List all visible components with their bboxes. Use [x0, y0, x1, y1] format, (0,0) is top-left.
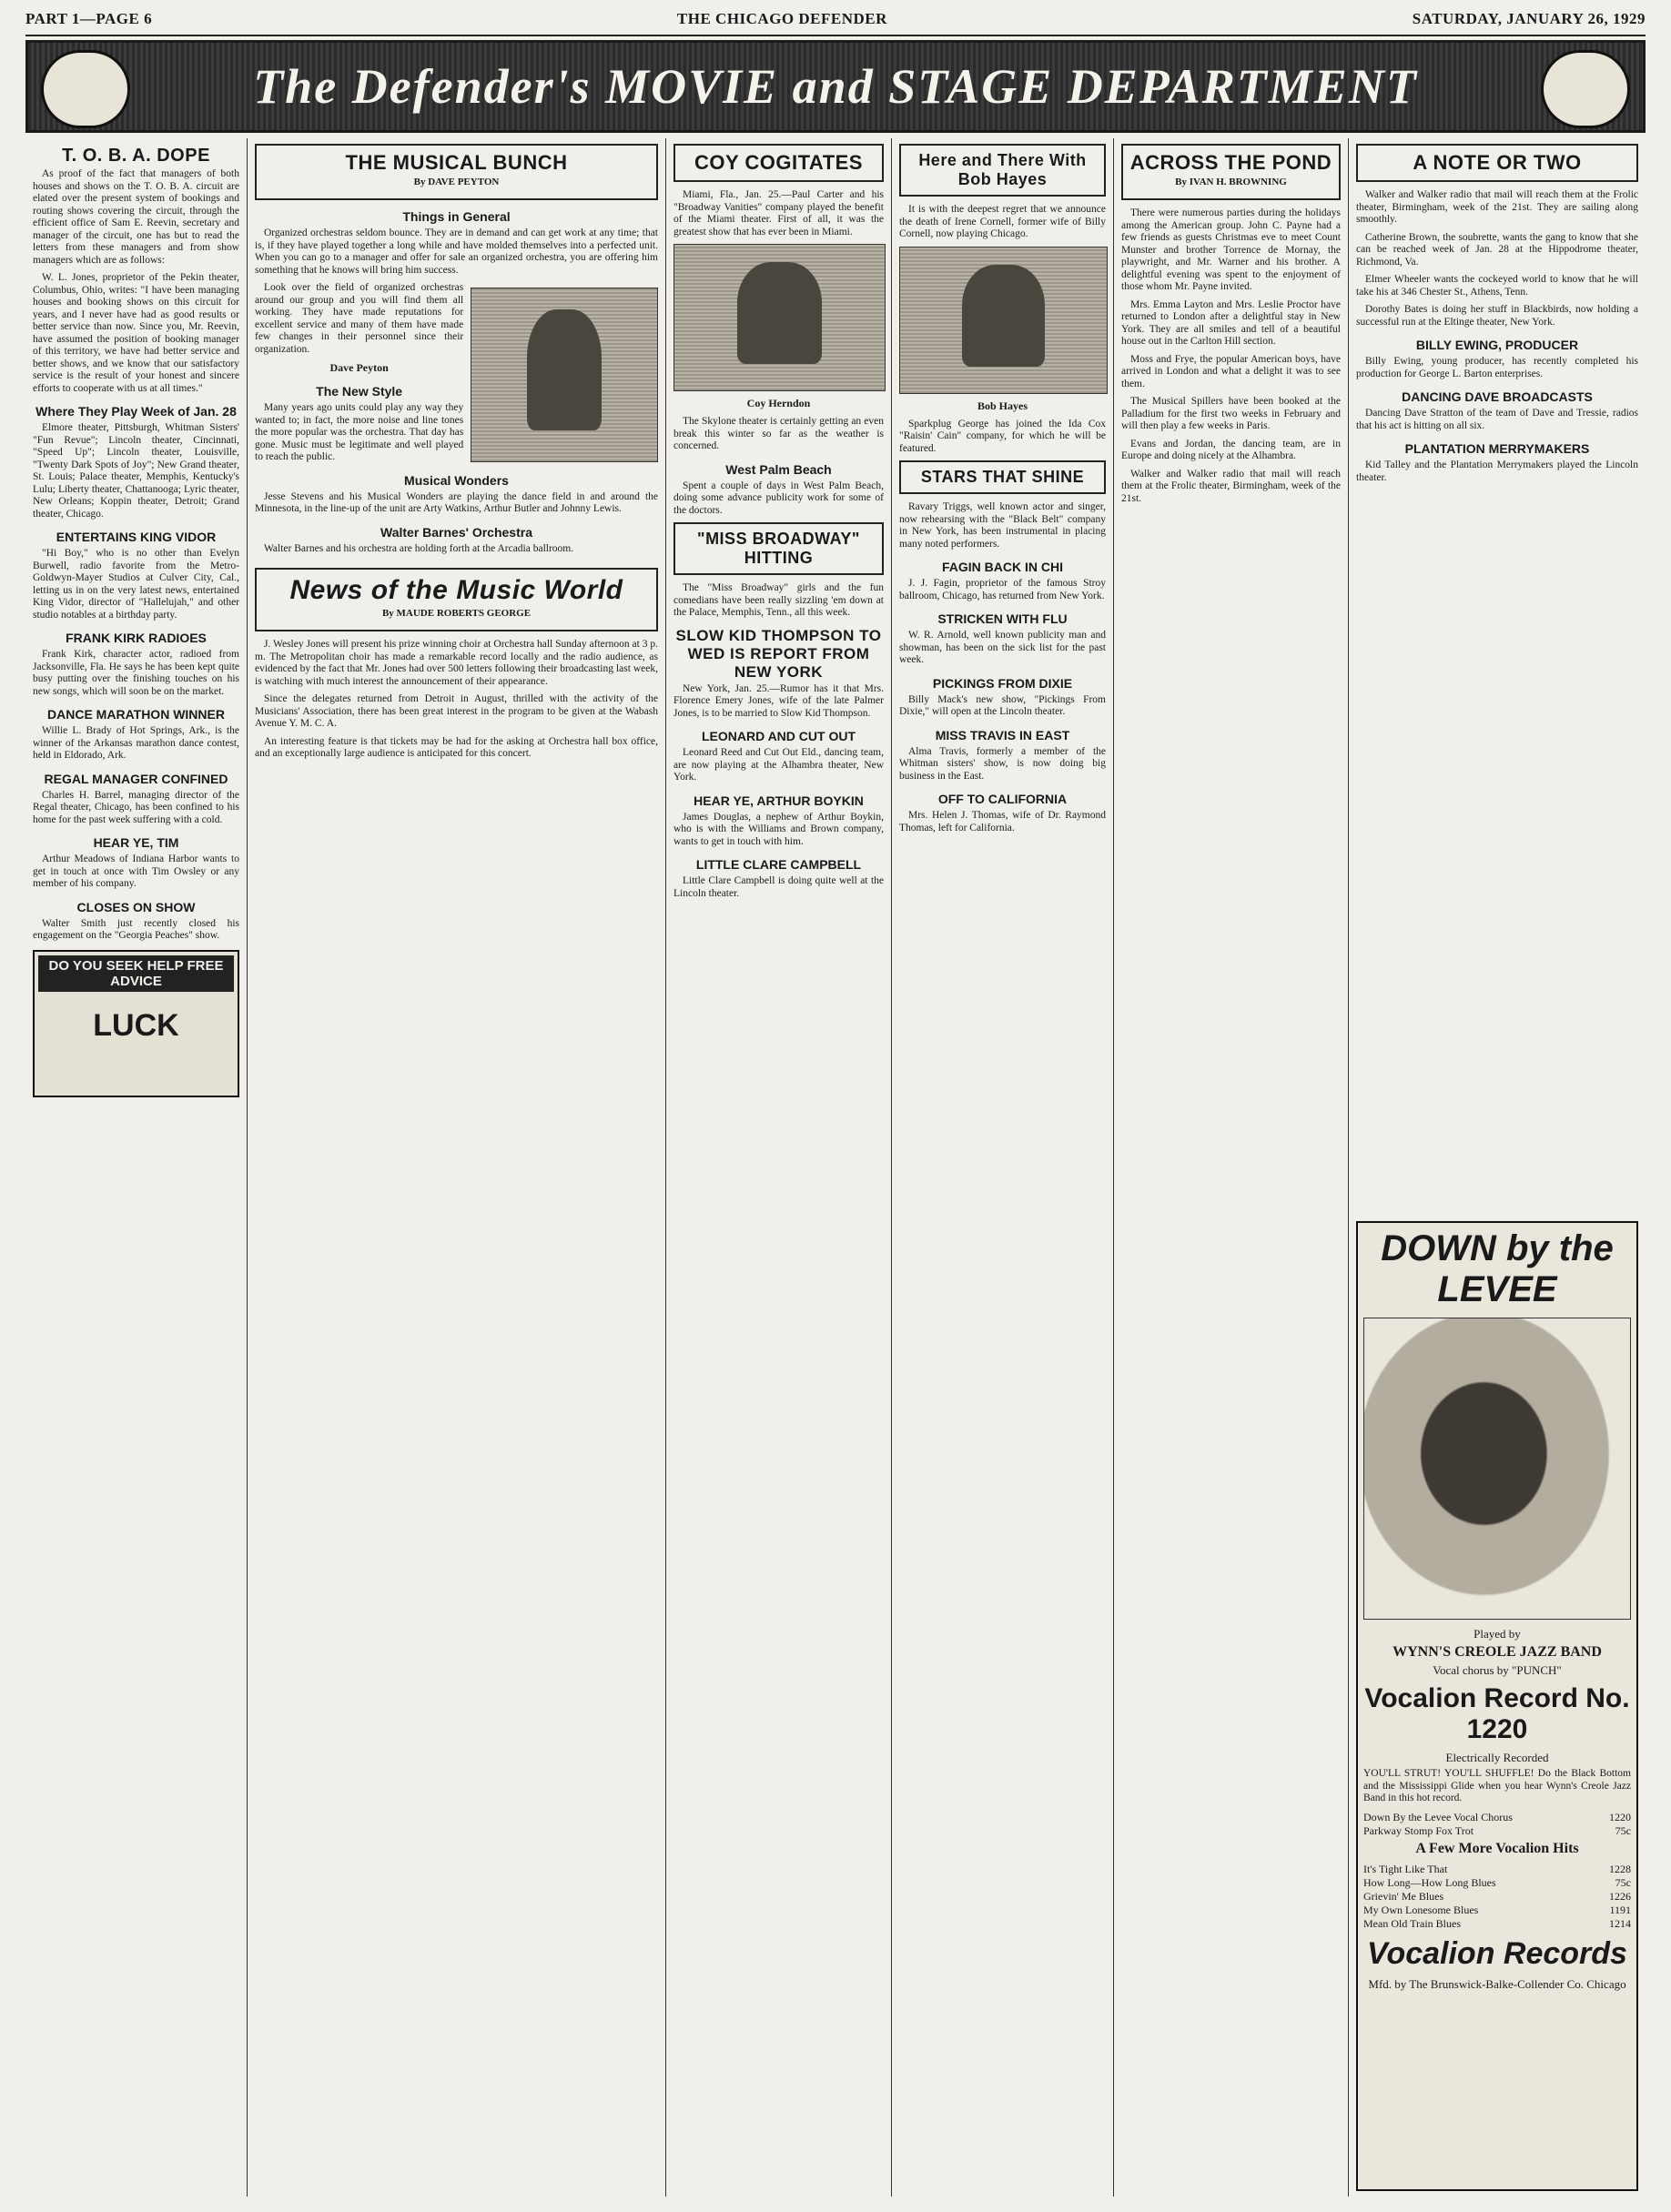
musical-bunch-header: [255, 144, 658, 200]
headline-plantation: PLANTATION MERRYMAKERS: [1404, 441, 1590, 456]
article-text: Frank Kirk, character actor, radioed from Jacksonville, Fla. He says he has been kept quite busy putting over the finishing touches on his new songs, which will soon be on the market.: [33, 649, 239, 697]
article-text: Leonard Reed and Cut Out Eld., dancing team, are now playing at the Alhambra theater, New York.: [673, 747, 884, 783]
ad-blurb: YOU'LL STRUT! YOU'LL SHUFFLE! Do the Black Bottom and the Mississippi Glide when you hear Wynn's Creole Jazz Band in this hot record.: [1363, 1768, 1631, 1803]
article-text: James Douglas, a nephew of Arthur Boykin, who is with the Williams and Brown company, wants to get in touch with him.: [673, 811, 884, 847]
ad-headline: DO YOU SEEK HELP FREE ADVICE: [38, 955, 234, 992]
ad-played-by: Played by: [1474, 1627, 1521, 1641]
article-text: Mrs. Helen J. Thomas, wife of Dr. Raymond Thomas, left for California.: [899, 810, 1106, 833]
article-text: An interesting feature is that tickets may be had for the asking at Orchestra hall box office, and an exceptionally large audience is anticipated for this concert.: [255, 735, 658, 759]
article-text: "Hi Boy," who is no other than Evelyn Burwell, radio favorite from the Metro-Goldwyn-Mayer Studios at Culver City, Cal., letting us in on the very latest news, entertained King Vidor, director of "Hallelujah," and other studio notables at a birthday party.: [33, 548, 239, 621]
headline-dixie: PICKINGS FROM DIXIE: [932, 675, 1073, 691]
ad-hit-list: [1363, 1863, 1631, 1931]
ad-hit-row: [1363, 1917, 1631, 1931]
column-4: [892, 138, 1114, 2197]
miss-broadway-header: [673, 522, 884, 575]
article-text: As proof of the fact that managers of both houses and shows on the T. O. B. A. circuit are elated over the present system of bookings and routing shows covering the circuit, through the efficient office of Sam E. Reevin, secretary and manager of the circuit, one has but to read the letters from these managers and from show managers which are as follows:: [33, 168, 239, 266]
hit-number: 1191: [1609, 1903, 1631, 1916]
ad-feature-row: [1363, 1811, 1631, 1824]
article-text: Sparkplug George has joined the Ida Cox "Raisin' Cain" company, for which he will be featured.: [899, 418, 1106, 454]
ad-feature-title: Down By the Levee Vocal Chorus: [1363, 1810, 1513, 1823]
article-text: Catherine Brown, the soubrette, wants the gang to know that she can be reached week of Jan. 28 at the Hippodrome theater, Richmond, Va.: [1356, 231, 1638, 268]
article-text: Walker and Walker radio that mail will reach them at the Frolic theater, Birmingham, week of the 21st.: [1121, 468, 1341, 504]
ad-vocal: Vocal chorus by "PUNCH": [1433, 1663, 1562, 1677]
article-text: Arthur Meadows of Indiana Harbor wants to get in touch at once with Tim Owsley or any member of his company.: [33, 853, 239, 889]
article-text: Organized orchestras seldom bounce. They are in demand and can get work at any time; that is, if they have played together a long while and have molded themselves into a perfected unit. When you can go to a manager and offer for sale an organized orchestra, you are offering him something that he knows will bring him success.: [255, 227, 658, 276]
ad-band: WYNN'S CREOLE JAZZ BAND: [1392, 1644, 1602, 1660]
article-text: Miami, Fla., Jan. 25.—Paul Carter and his "Broadway Vanities" company played the benefit of the Miami theater. First of all, it was the greatest show that has ever been in Miami.: [673, 189, 884, 237]
hit-title: How Long—How Long Blues: [1363, 1875, 1496, 1889]
photo-caption: Dave Peyton: [329, 361, 389, 374]
article-text: The Musical Spillers have been booked at the Palladium for the first two weeks in February and will then play a few weeks in Paris.: [1121, 396, 1341, 431]
headline-king-vidor: ENTERTAINS KING VIDOR: [56, 530, 217, 544]
ad-feature-number: 75c: [1615, 1823, 1631, 1837]
headline-toba-dope: T. O. B. A. DOPE: [62, 146, 210, 166]
headline-frank-kirk: FRANK KIRK RADIOES: [66, 631, 207, 645]
article-text: Elmore theater, Pittsburgh, Whitman Sisters' "Fun Revue"; Lincoln theater, Cincinnati, "Speed Up"; Lincoln theater, Louisville, "Twenty Dark Spots of Joy"; New Grand theater, St. Louis; Palace theater, Memphis, Kentucky's Lulu; Liberty theater, Chattanooga; Lyric theater, New Orleans; Koppin theater, Detroit; Grand theater, Chicago.: [33, 422, 239, 520]
ad-hit-row: [1363, 1876, 1631, 1890]
page-number: PART 1—PAGE 6: [25, 10, 153, 27]
hit-title: Grievin' Me Blues: [1363, 1889, 1444, 1903]
article-text: J. Wesley Jones will present his prize winning choir at Orchestra hall Sunday afternoon at 3 p. m. The Metropolitan choir has made a remarkable record locally and the radio audience, as evidenced by the fact that Mr. Jones had over 500 letters following their broadcasting last week, is watching with much interest the announcement of their appearance.: [255, 639, 658, 687]
byline: By IVAN H. BROWNING: [1175, 177, 1287, 187]
bob-hayes-header: [899, 144, 1106, 197]
ad-feature-number: 1220: [1609, 1810, 1631, 1823]
portrait-photo: [673, 244, 886, 391]
vocalion-advertisement: [1356, 1221, 1638, 2191]
ad-feature-list: [1363, 1811, 1631, 1838]
headline-music-world: News of the Music World: [289, 575, 623, 605]
column-6: [1349, 138, 1646, 2197]
ad-luck-word: LUCK: [93, 1007, 179, 1043]
subhead-walter-barnes: Walter Barnes' Orchestra: [380, 524, 532, 540]
article-text: Charles H. Barrel, managing director of the Regal theater, Chicago, has been confined to his home for the past week suffering with a cold.: [33, 789, 239, 825]
article-text: Walter Barnes and his orchestra are holding forth at the Arcadia ballroom.: [264, 542, 574, 554]
headline-regal-manager: REGAL MANAGER CONFINED: [44, 771, 228, 786]
ad-electric: Electrically Recorded: [1445, 1751, 1549, 1764]
headline-leonard: LEONARD AND CUT OUT: [701, 729, 856, 743]
section-banner: [25, 40, 1646, 133]
ad-brand: Vocalion Records: [1367, 1935, 1627, 1971]
headline-musical-bunch: THE MUSICAL BUNCH: [345, 151, 568, 174]
hit-title: It's Tight Like That: [1363, 1862, 1448, 1875]
headline-note-or-two: A NOTE OR TWO: [1413, 151, 1582, 174]
article-text: Moss and Frye, the popular American boys, have arrived in London and what a delight it was to see them.: [1121, 353, 1341, 389]
article-text: Walker and Walker radio that mail will reach them at the Frolic theater, Birmingham, week of the 21st. They are sailing along smoothly.: [1356, 189, 1638, 225]
advice-advertisement: [33, 950, 239, 1097]
article-text: It is with the deepest regret that we announce the death of Irene Cornell, former wife of Billy Cornell, now playing Chicago.: [899, 204, 1106, 239]
hit-number: 1226: [1609, 1889, 1631, 1903]
hit-title: My Own Lonesome Blues: [1363, 1903, 1479, 1916]
article-text: Elmer Wheeler wants the cockeyed world to know that he will take his at 346 Chester St., Athens, Tenn.: [1356, 274, 1638, 298]
column-5: [1114, 138, 1349, 2197]
headline-stars-that-shine: STARS THAT SHINE: [920, 468, 1085, 486]
ad-maker: Mfd. by The Brunswick-Balke-Collender Co. Chicago: [1368, 1976, 1626, 1991]
headline-dance-marathon: DANCE MARATHON WINNER: [47, 707, 225, 722]
page-header: [25, 5, 1646, 33]
headline-slow-kid-thompson: SLOW KID THOMPSON TO WED IS REPORT FROM NEW YORK: [675, 626, 882, 681]
article-text: Dancing Dave Stratton of the team of Dave and Tressie, radios that his act is hitting on all six.: [1356, 408, 1638, 431]
columns: [25, 138, 1646, 2197]
headline-fagin: FAGIN BACK IN CHI: [942, 560, 1063, 574]
headline-dancing-dave: DANCING DAVE BROADCASTS: [1402, 389, 1593, 404]
ad-more-hits: A Few More Vocalion Hits: [1415, 1840, 1579, 1856]
article-text: Billy Ewing, young producer, has recently completed his production for George L. Barton enterprises.: [1356, 356, 1638, 379]
headline-billy-ewing: BILLY EWING, PRODUCER: [1415, 338, 1579, 352]
hit-number: 75c: [1615, 1875, 1631, 1889]
photo-caption: Coy Herndon: [746, 397, 811, 409]
headline-closes-on-show: CLOSES ON SHOW: [76, 899, 196, 914]
article-text: Kid Talley and the Plantation Merrymakers played the Lincoln theater.: [1356, 460, 1638, 483]
article-text: New York, Jan. 25.—Rumor has it that Mrs. Florence Emery Jones, wife of the late Palmer Jones, is to be married to Slow Kid Thompson.: [673, 682, 884, 719]
byline: By MAUDE ROBERTS GEORGE: [381, 608, 532, 619]
headline-miss-broadway: "MISS BROADWAY" HITTING: [697, 530, 860, 567]
article-text: The Skylone theater is certainly getting an even break this winter so far as the weather is concerned.: [673, 416, 884, 451]
article-text: J. J. Fagin, proprietor of the famous Stroy ballroom, Chicago, has returned from New York.: [899, 578, 1106, 601]
header-rule: [25, 35, 1646, 36]
headline-flu: STRICKEN WITH FLU: [937, 611, 1068, 626]
article-text: Spent a couple of days in West Palm Beach, doing some advance publicity work for some of the doctors.: [673, 480, 884, 516]
article-text: Mrs. Emma Layton and Mrs. Leslie Proctor have returned to London after a delightful stay in New York. They are all smiles and tell of a beautiful house out in the Carlton Hill section.: [1121, 298, 1341, 347]
banner-title: The Defender's MOVIE and STAGE DEPARTMENT: [253, 59, 1418, 114]
ad-hit-row: [1363, 1863, 1631, 1876]
article-text: The "Miss Broadway" girls and the fun comedians have been really sizzling 'em down at the Palace, Memphis, Tenn., all this week.: [673, 582, 884, 618]
newspaper-name: THE CHICAGO DEFENDER: [676, 10, 887, 27]
headline-hear-ye-tim: HEAR YE, TIM: [93, 835, 179, 850]
article-text: Dorothy Bates is doing her stuff in Blackbirds, now holding a successful run at the Eltinge theater, New York.: [1356, 304, 1638, 328]
article-text: Walter Smith just recently closed his engagement on the "Georgia Peaches" show.: [33, 917, 239, 941]
ad-record-label: Vocalion Record No. 1220: [1364, 1683, 1630, 1744]
stars-header: [899, 460, 1106, 494]
subhead-new-style: The New Style: [316, 384, 403, 399]
byline: By DAVE PEYTON: [413, 177, 500, 187]
headline-coy-cogitates: COY COGITATES: [694, 151, 863, 174]
article-text: Ravary Triggs, well known actor and singer, now rehearsing with the "Black Belt" company in New York, has been instrumental in placing many noted performers.: [899, 501, 1106, 550]
subhead-where-they-play: Where They Play Week of Jan. 28: [35, 404, 237, 419]
article-text: Willie L. Brady of Hot Springs, Ark., is the winner of the Arkansas marathon dance contest, held in Eldorado, Ark.: [33, 725, 239, 761]
music-world-header: [255, 568, 658, 631]
subhead-musical-wonders: Musical Wonders: [404, 472, 509, 488]
ad-headline: DOWN by the LEVEE: [1381, 1228, 1614, 1309]
note-or-two-header: [1356, 144, 1638, 182]
headline-california: OFF TO CALIFORNIA: [937, 792, 1068, 806]
article-text: Jesse Stevens and his Musical Wonders are playing the dance field in and around the Minnesota, in the line-up of the unit are Arty Watkins, Arthur Butler and Johnny Lewis.: [255, 490, 658, 514]
comedy-mask-icon: [41, 50, 130, 128]
hit-title: Mean Old Train Blues: [1363, 1916, 1462, 1930]
ad-feature-title: Parkway Stomp Fox Trot: [1363, 1823, 1474, 1837]
column-2: [248, 138, 666, 2197]
subhead-things-in-general: Things in General: [402, 209, 511, 224]
coy-cogitates-header: [673, 144, 884, 182]
subhead-west-palm-beach: West Palm Beach: [725, 461, 832, 477]
ad-feature-row: [1363, 1824, 1631, 1838]
article-text: Alma Travis, formerly a member of the Whitman sisters' show, is now doing big business in the East.: [899, 745, 1106, 782]
article-text: W. L. Jones, proprietor of the Pekin theater, Columbus, Ohio, writes: "I have been managing houses and booking shows on this circuit for years, and I never have had as good results or better service than now. Since you, Mr. Reevin, have assumed the position of booking manager of this territory, we have had better service and better shows, and we know that our satisfactory service is the result of your honest and sincere efforts to cooperate with us at all times.": [33, 272, 239, 394]
article-text: Evans and Jordan, the dancing team, are in Europe and doing nicely at the Alhambra.: [1121, 438, 1341, 461]
column-3: [666, 138, 892, 2197]
article-text: W. R. Arnold, well known publicity man and showman, has been on the sick list for the past week.: [899, 630, 1106, 665]
hit-number: 1214: [1609, 1916, 1631, 1930]
banjo-player-illustration: [1363, 1318, 1631, 1620]
tragedy-mask-icon: [1541, 50, 1630, 128]
portrait-photo: [899, 247, 1108, 394]
column-1: [25, 138, 248, 2197]
headline-clare-campbell: LITTLE CLARE CAMPBELL: [695, 857, 862, 872]
across-pond-header: [1121, 144, 1341, 200]
photo-caption: Bob Hayes: [977, 399, 1028, 412]
article-text: Little Clare Campbell is doing quite well at the Lincoln theater.: [673, 875, 884, 899]
headline-across-the-pond: ACROSS THE POND: [1129, 151, 1332, 174]
article-text: Look over the field of organized orchestras around our group and you will find them all working. They have made reputations for excellent service and many of them have made few changes in their personnel since their organization.: [255, 282, 464, 355]
headline-miss-travis: MISS TRAVIS IN EAST: [935, 727, 1070, 742]
article-text: Many years ago units could play any way they wanted to; in fact, the more noise and line tones the more popular was the orchestra. That day has gone. Music must be legitimate and well played to reach the public.: [255, 402, 464, 462]
article-text: There were numerous parties during the holidays among the American group. John C. Payne had a few friends as guests Christmas eve to meet Count Munster and brother Torrence de Mornay, the playwright, and Mr. Warner and his brother. A delightful evening was spent to the enjoyment of those whom Mr. Payne invited.: [1121, 207, 1341, 292]
article-text: Billy Mack's new show, "Pickings From Dixie," will open at the Lincoln theater.: [899, 693, 1106, 717]
article-text: Since the delegates returned from Detroit in August, thrilled with the activity of the Musicians' Association, there has been great interest in the program to be given at the Wabash Avenue Y. M. C. A.: [255, 693, 658, 729]
headline-arthur-boykin: HEAR YE, ARTHUR BOYKIN: [694, 793, 864, 808]
ad-hit-row: [1363, 1904, 1631, 1917]
issue-date: SATURDAY, JANUARY 26, 1929: [1412, 10, 1646, 27]
hit-number: 1228: [1609, 1862, 1631, 1875]
headline-bob-hayes: Here and There With Bob Hayes: [918, 151, 1087, 188]
portrait-photo: [471, 288, 658, 462]
ad-hit-row: [1363, 1890, 1631, 1904]
